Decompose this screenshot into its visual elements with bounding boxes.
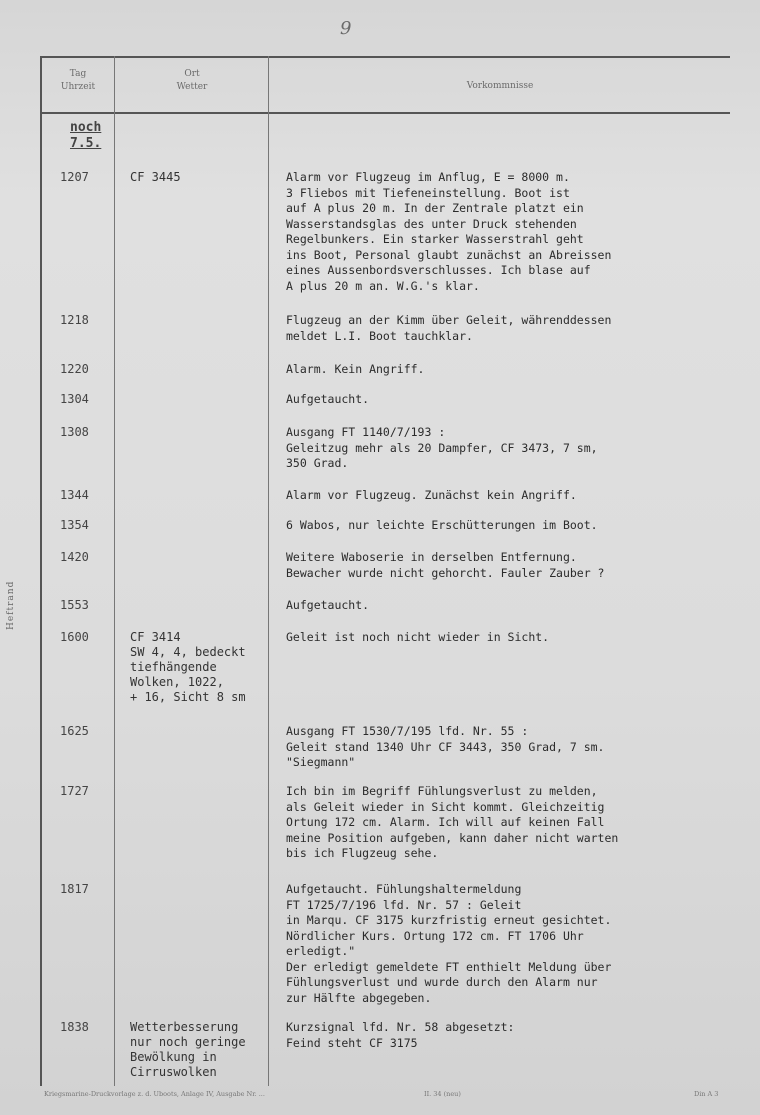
- page-number: 9: [340, 18, 352, 39]
- column-divider-time: [114, 56, 115, 1086]
- entry-event: Aufgetaucht. Fühlungshaltermeldung FT 1725/7/196 lfd. Nr. 57 : Geleit in Marqu. CF 3175 kurzfristig erneut gesichtet. Nördlicher Kurs. Ortung 172 cm. FT 1706 Uhr erledigt." Der erledigt gemeldete FT enthielt Meldung über Fühlungsverlust und wurde durch den Alarm nur zur Hälfte abgegeben.: [286, 882, 612, 1005]
- footer-form-number: II. 34 (neu): [424, 1090, 461, 1098]
- form-footer: [44, 1090, 744, 1098]
- entry-date: noch 7.5.: [70, 120, 102, 151]
- header-time: Tag Uhrzeit: [60, 69, 96, 92]
- entry-time: 1420: [60, 550, 89, 564]
- entry-event: Alarm vor Flugzeug. Zunächst kein Angriff.: [286, 488, 577, 502]
- column-divider-place: [268, 56, 269, 1086]
- entry-time: 1354: [60, 518, 89, 532]
- entry-time: 1600: [60, 630, 89, 644]
- entry-event: Weitere Waboserie in derselben Entfernung. Bewacher wurde nicht gehorcht. Fauler Zauber ?: [286, 550, 605, 580]
- entry-place: CF 3445: [130, 170, 181, 184]
- entry-place: Wetterbesserung nur noch geringe Bewölkung in Cirruswolken: [130, 1020, 246, 1079]
- entry-event: Aufgetaucht.: [286, 598, 370, 612]
- entry-event: Ausgang FT 1140/7/193 : Geleitzug mehr als 20 Dampfer, CF 3473, 7 sm, 350 Grad.: [286, 425, 598, 470]
- entry-event: Flugzeug an der Kimm über Geleit, währenddessen meldet L.I. Boot tauchklar.: [286, 313, 612, 343]
- header-events: Vorkommnisse: [466, 81, 534, 91]
- entry-event: Alarm. Kein Angriff.: [286, 362, 425, 376]
- entry-time: 1218: [60, 313, 89, 327]
- table-top-border: [40, 56, 730, 58]
- entry-place: CF 3414 SW 4, 4, bedeckt tiefhängende Wolken, 1022, + 16, Sicht 8 sm: [130, 630, 246, 704]
- table-left-border: [40, 56, 42, 1086]
- entry-time: 1344: [60, 488, 89, 502]
- entry-event: 6 Wabos, nur leichte Erschütterungen im Boot.: [286, 518, 598, 532]
- entry-time: 1220: [60, 362, 89, 376]
- entry-event: Geleit ist noch nicht wieder in Sicht.: [286, 630, 550, 644]
- entry-time: 1838: [60, 1020, 89, 1034]
- footer-paper-size: Din A 3: [694, 1090, 719, 1098]
- entry-time: 1207: [60, 170, 89, 184]
- entry-time: 1308: [60, 425, 89, 439]
- entry-event: Aufgetaucht.: [286, 392, 370, 406]
- header-bottom-border: [40, 112, 730, 114]
- entry-event: Ich bin im Begriff Fühlungsverlust zu melden, als Geleit wieder in Sicht kommt. Gleichzeitig Ortung 172 cm. Alarm. Ich will auf keinen Fall meine Position aufgeben, kann daher nicht warten bis ich Flugzeug sehe.: [286, 784, 619, 860]
- footer-left: Kriegsmarine-Druckvorlage z. d. Uboots, Anlage IV, Ausgabe Nr. ...: [44, 1090, 265, 1098]
- entry-time: 1727: [60, 784, 89, 798]
- header-place: Ort Wetter: [176, 69, 208, 92]
- entry-time: 1553: [60, 598, 89, 612]
- entry-time: 1304: [60, 392, 89, 406]
- entry-time: 1625: [60, 724, 89, 738]
- entry-time: 1817: [60, 882, 89, 896]
- binding-margin-note: Heftrand: [6, 580, 16, 630]
- entry-event: Ausgang FT 1530/7/195 lfd. Nr. 55 : Geleit stand 1340 Uhr CF 3443, 350 Grad, 7 sm. "Siegmann": [286, 724, 605, 769]
- entry-event: Alarm vor Flugzeug im Anflug, E = 8000 m. 3 Fliebos mit Tiefeneinstellung. Boot ist auf A plus 20 m. In der Zentrale platzt ein Wasserstandsglas des unter Druck stehenden Regelbunkers. Ein starker Wasserstrahl geht ins Boot, Personal glaubt zunächst an Abreissen eines Aussenbordsverschlusses. Ich blase auf A plus 20 m an. W.G.'s klar.: [286, 170, 612, 293]
- entry-event: Kurzsignal lfd. Nr. 58 abgesetzt: Feind steht CF 3175: [286, 1020, 515, 1050]
